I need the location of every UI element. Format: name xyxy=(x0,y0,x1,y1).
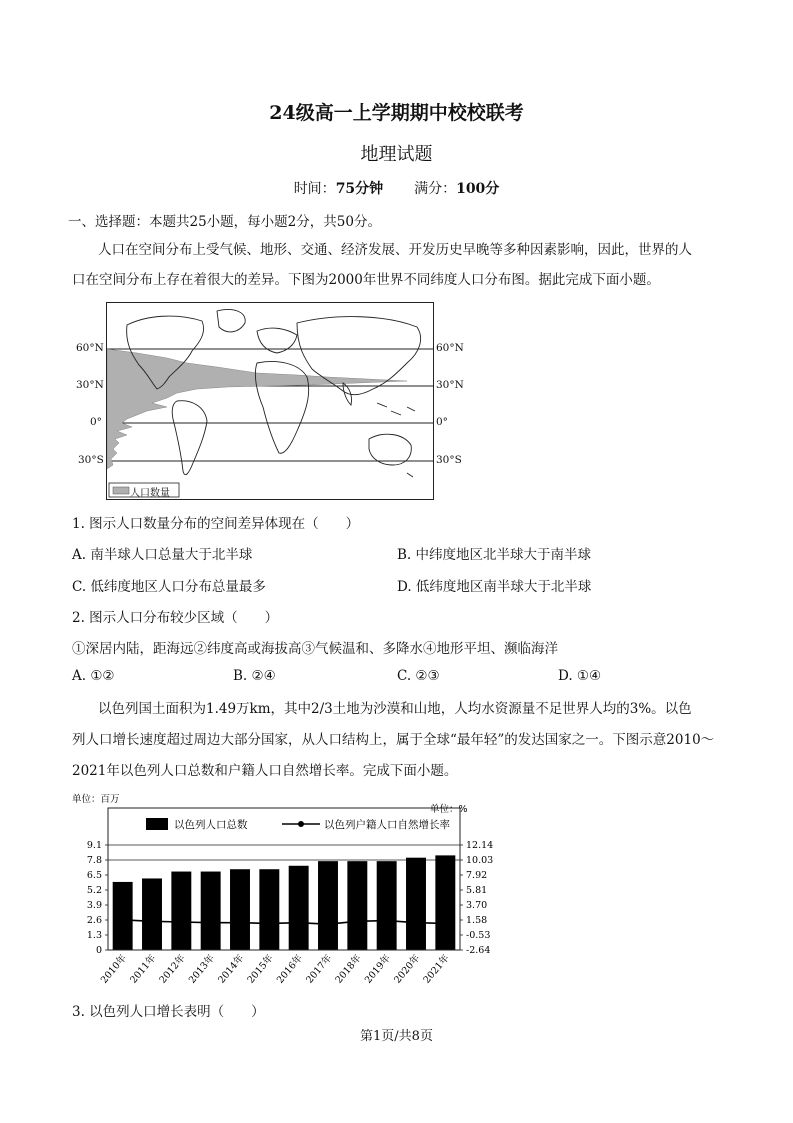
right-tick-label: 12.14 xyxy=(466,840,494,851)
population-profile xyxy=(107,349,407,469)
x-tick-label: 2017年 xyxy=(304,952,335,986)
score-value: 100分 xyxy=(456,181,500,197)
bar-2021年 xyxy=(435,855,455,950)
lat-label-right-0: 0° xyxy=(436,416,448,428)
right-tick-label: -2.64 xyxy=(466,945,491,956)
lat-label-right-30s: 30°S xyxy=(436,454,462,466)
world-population-map xyxy=(106,302,434,500)
q2-option-b[interactable]: B. ②④ xyxy=(233,668,276,684)
bar-2014年 xyxy=(230,869,250,950)
right-unit-label: 单位：% xyxy=(430,804,468,815)
x-tick-label: 2010年 xyxy=(98,952,129,986)
left-tick-label: 6.5 xyxy=(86,870,102,881)
time-value: 75分钟 xyxy=(335,181,384,197)
right-tick-label: 5.81 xyxy=(466,885,488,896)
left-tick-label: 0 xyxy=(95,945,102,956)
left-unit-label: 单位：百万 xyxy=(72,794,120,805)
bar-2018年 xyxy=(347,861,367,950)
x-tick-label: 2021年 xyxy=(421,952,452,986)
bar-2019年 xyxy=(377,861,397,950)
x-tick-label: 2019年 xyxy=(362,952,393,986)
lat-label-left-0: 0° xyxy=(90,416,102,428)
right-tick-label: 1.58 xyxy=(466,915,488,926)
bar-2011年 xyxy=(142,878,162,950)
lat-label-left-30n: 30°N xyxy=(76,379,104,391)
passage2-line1: 以色列国土面积为1.49万km，其中2/3土地为沙漠和山地，人均水资源量不足世界人均的3%。以色 xyxy=(98,701,692,717)
left-tick-label: 9.1 xyxy=(86,840,102,851)
x-tick-label: 2020年 xyxy=(392,952,423,986)
left-tick-label: 2.6 xyxy=(86,915,102,926)
map-legend-swatch xyxy=(113,487,129,494)
q3-stem: 3. 以色列人口增长表明（ ） xyxy=(72,1004,265,1020)
right-tick-label: 10.03 xyxy=(466,855,494,866)
passage1-line1: 人口在空间分布上受气候、地形、交通、经济发展、开发历史早晚等多种因素影响，因此，世界的人 xyxy=(98,242,692,258)
page-number: 第1页/共8页 xyxy=(360,1029,433,1044)
q1-option-b[interactable]: B. 中纬度地区北半球大于南半球 xyxy=(397,547,592,563)
bar-2016年 xyxy=(289,866,309,950)
x-tick-label: 2014年 xyxy=(216,952,247,986)
x-tick-label: 2013年 xyxy=(186,952,217,986)
q1-stem: 1. 图示人口数量分布的空间差异体现在（ ） xyxy=(72,516,360,532)
left-tick-label: 3.9 xyxy=(86,900,102,911)
bar-2010年 xyxy=(113,882,133,950)
q2-option-a[interactable]: A. ①② xyxy=(72,668,115,684)
bar-2013年 xyxy=(201,872,221,950)
passage2-line2: 列人口增长速度超过周边大部分国家，从人口结构上，属于全球“最年轻”的发达国家之一。下图示意2010～ xyxy=(72,732,715,748)
passage1-line2: 口在空间分布上存在着很大的差异。下图为2000年世界不同纬度人口分布图。据此完成下面小题。 xyxy=(72,272,660,288)
left-tick-label: 7.8 xyxy=(86,855,102,866)
exam-subject: 地理试题 xyxy=(360,144,433,165)
bar-2017年 xyxy=(318,861,338,950)
q2-option-d[interactable]: D. ①④ xyxy=(558,668,602,684)
chart-svg xyxy=(70,790,500,1010)
exam-title: 24级高一上学期期中校校联考 xyxy=(269,102,524,124)
right-tick-label: 7.92 xyxy=(466,870,488,881)
q2-stem: 2. 图示人口分布较少区域（ ） xyxy=(72,610,279,626)
growth-rate-line xyxy=(123,920,446,924)
israel-population-chart xyxy=(70,790,500,1010)
bar-2020年 xyxy=(406,858,426,950)
exam-meta xyxy=(0,178,793,198)
x-tick-label: 2011年 xyxy=(128,952,159,986)
legend-bar-label: 以色列人口总数 xyxy=(174,819,248,831)
q1-option-c[interactable]: C. 低纬度地区人口分布总量最多 xyxy=(72,579,266,595)
lat-label-left-30s: 30°S xyxy=(78,454,104,466)
legend-bar-swatch xyxy=(146,818,168,830)
q1-option-a[interactable]: A. 南半球人口总量大于北半球 xyxy=(72,547,253,563)
passage2-line3: 2021年以色列人口总数和户籍人口自然增长率。完成下面小题。 xyxy=(72,763,458,779)
x-tick-label: 2018年 xyxy=(333,952,364,986)
q2-option-c[interactable]: C. ②③ xyxy=(397,668,440,684)
section-heading: 一、选择题：本题共25小题，每小题2分，共50分。 xyxy=(68,214,381,230)
legend-line-marker xyxy=(298,821,304,827)
legend-line-label: 以色列户籍人口自然增长率 xyxy=(324,819,450,831)
q1-option-d[interactable]: D. 低纬度地区南半球大于北半球 xyxy=(397,579,592,595)
x-tick-label: 2012年 xyxy=(157,952,188,986)
time-label: 时间： xyxy=(293,181,336,197)
map-legend-label: 人口数量 xyxy=(130,488,170,499)
x-tick-label: 2016年 xyxy=(274,952,305,986)
lat-label-right-60n: 60°N xyxy=(436,342,464,354)
bar-2012年 xyxy=(171,872,191,950)
q2-statements: ①深居内陆，距海远②纬度高或海拔高③气候温和、多降水④地形平坦、濒临海洋 xyxy=(72,641,558,657)
right-tick-label: -0.53 xyxy=(466,930,491,941)
left-tick-label: 1.3 xyxy=(86,930,102,941)
map-svg xyxy=(107,303,433,499)
lat-label-left-60n: 60°N xyxy=(76,342,104,354)
score-label: 满分： xyxy=(414,181,457,197)
bar-2015年 xyxy=(259,869,279,950)
right-tick-label: 3.70 xyxy=(466,900,488,911)
lat-label-right-30n: 30°N xyxy=(436,379,464,391)
x-tick-label: 2015年 xyxy=(245,952,276,986)
left-tick-label: 5.2 xyxy=(86,885,102,896)
